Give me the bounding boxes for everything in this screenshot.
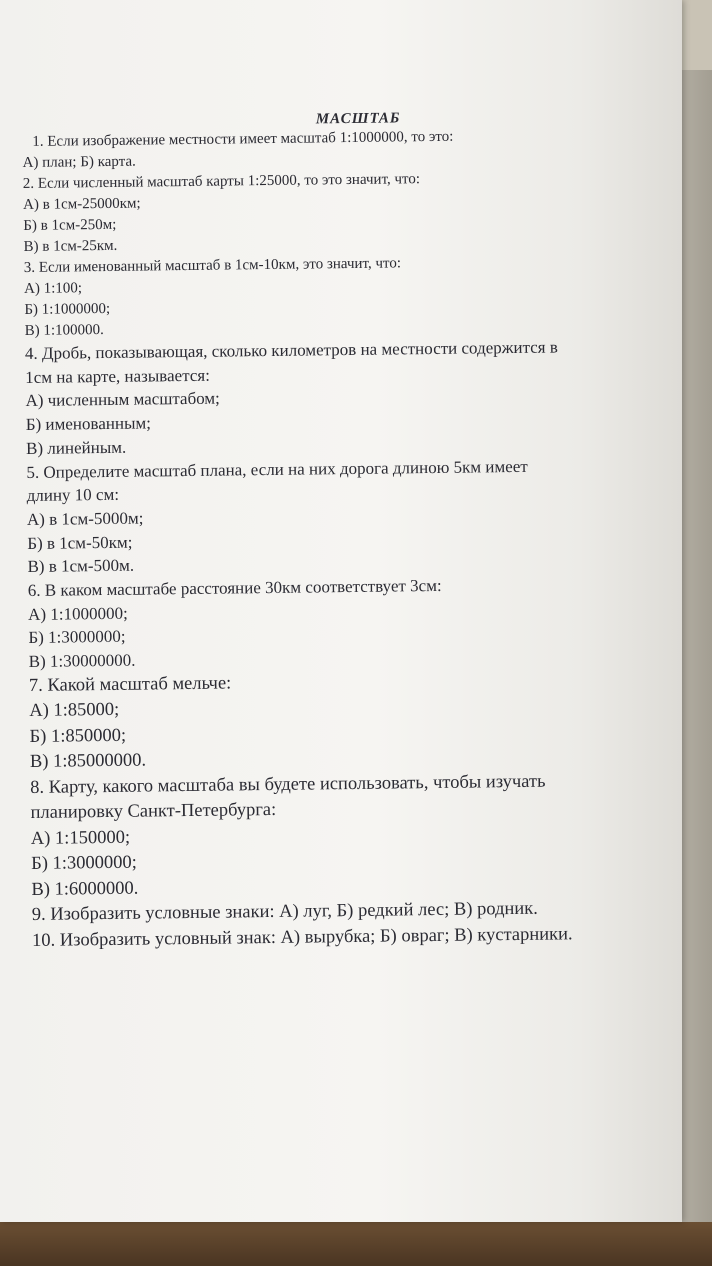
- question-6-option-c: В) 1:30000000.: [28, 650, 136, 672]
- question-4-option-a: А) численным масштабом;: [25, 389, 220, 411]
- question-2-option-b: Б) в 1см-250м;: [23, 216, 117, 234]
- questions-4-6: [25, 334, 661, 674]
- question-5-text: 5. Определите масштаб плана, если на них дорога длиною 5км имеет: [26, 456, 528, 482]
- question-3-option-b: Б) 1:1000000;: [24, 300, 111, 318]
- question-7-option-a: А) 1:85000;: [29, 700, 120, 722]
- worksheet: [22, 106, 664, 954]
- questions-1-3: [22, 124, 657, 342]
- question-6-text: 6. В каком масштабе расстояние 30км соответствует 3см:: [27, 575, 442, 600]
- question-7-text: 7. Какой масштаб мельче:: [28, 673, 232, 696]
- question-4-text: 4. Дробь, показывающая, сколько километров на местности содержится в: [24, 337, 558, 363]
- question-8-option-b: Б) 1:3000000;: [31, 852, 137, 875]
- question-8-option-c: В) 1:6000000.: [31, 878, 139, 900]
- question-3-text: 3. Если именованный масштаб в 1см-10км, это значит, что:: [23, 255, 402, 276]
- question-3-option-a: А) 1:100;: [24, 280, 83, 297]
- question-1-text: 1. Если изображение местности имеет масштаб 1:1000000, то это:: [32, 128, 454, 150]
- table-surface: [0, 1222, 712, 1266]
- question-8-text-cont: планировку Санкт-Петербурга:: [30, 800, 277, 824]
- question-8-option-a: А) 1:150000;: [30, 827, 131, 849]
- question-4-text-cont: 1см на карте, называется:: [25, 365, 210, 387]
- question-8-text: 8. Карту, какого масштаба вы будете использовать, чтобы изучать: [30, 771, 546, 798]
- question-5-text-cont: длину 10 см:: [26, 485, 120, 506]
- question-3-option-c: В) 1:100000.: [24, 322, 104, 339]
- question-5-option-c: В) в 1см-500м.: [27, 555, 135, 577]
- question-9-text: 9. Изобразить условные знаки: А) луг, Б) редкий лес; В) родник.: [31, 899, 538, 926]
- question-6-option-b: Б) 1:3000000;: [28, 627, 126, 648]
- question-2-text: 2. Если численный масштаб карты 1:25000, то это значит, что:: [22, 171, 421, 192]
- questions-7-10: [29, 666, 664, 954]
- question-6-option-a: А) 1:1000000;: [27, 603, 128, 624]
- question-2-option-a: А) в 1см-25000км;: [23, 195, 141, 213]
- question-7-option-c: В) 1:85000000.: [29, 750, 147, 773]
- question-4-option-b: Б) именованным;: [25, 413, 152, 435]
- question-5-option-a: А) в 1см-5000м;: [26, 508, 144, 529]
- question-4-option-c: В) линейным.: [25, 437, 127, 458]
- question-7-option-b: Б) 1:850000;: [29, 725, 127, 747]
- worksheet-title: МАСШТАБ: [315, 110, 401, 128]
- question-10-text: 10. Изобразить условный знак: А) вырубка; Б) овраг; В) кустарники.: [31, 924, 573, 951]
- question-5-option-b: Б) в 1см-50км;: [27, 532, 133, 553]
- question-1-options: А) план; Б) карта.: [22, 153, 136, 171]
- question-2-option-c: В) в 1см-25км.: [23, 237, 118, 255]
